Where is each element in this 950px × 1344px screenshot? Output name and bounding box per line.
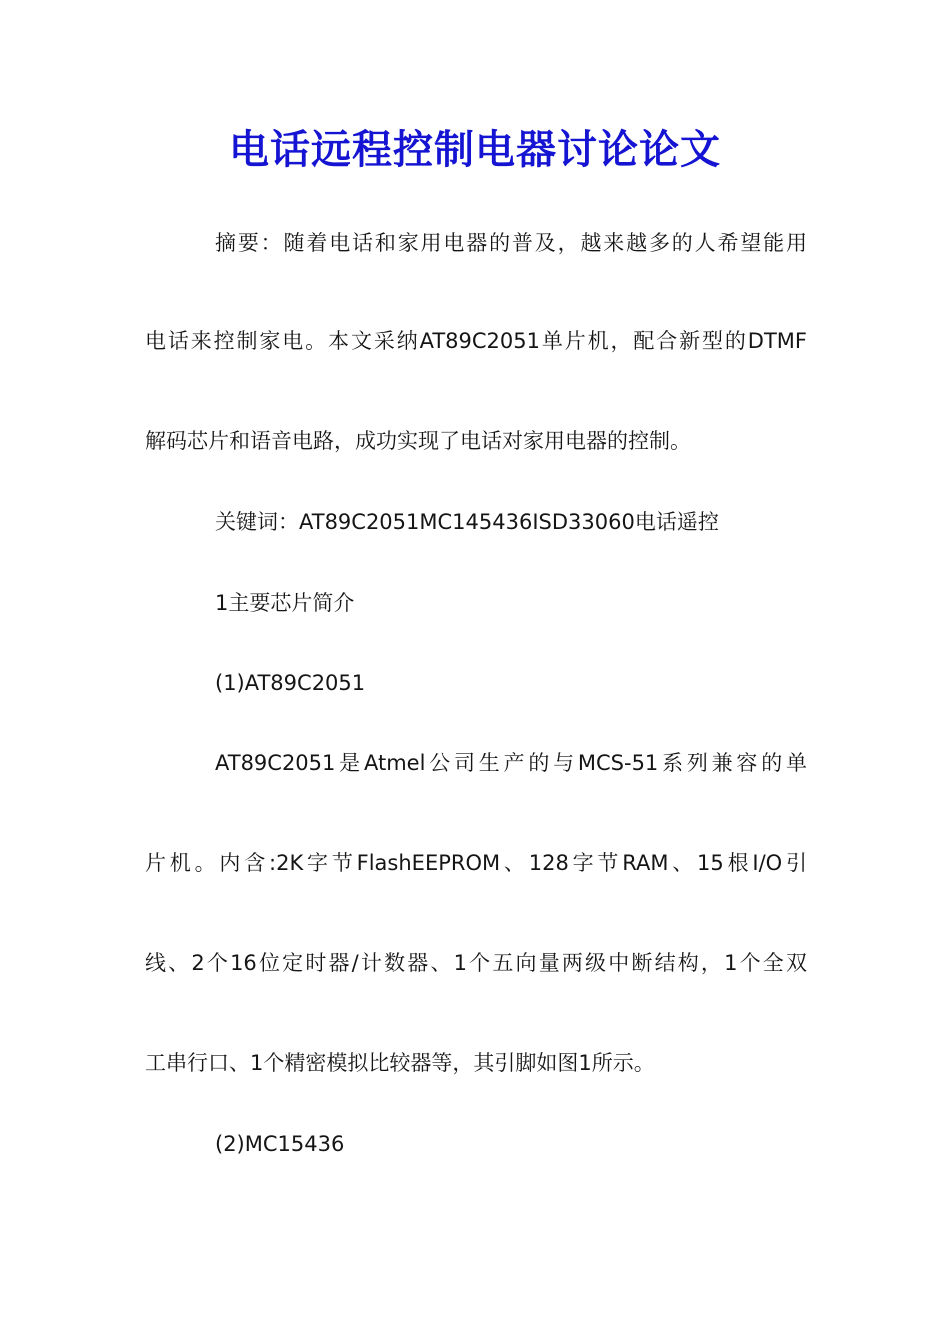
abstract-line-3: 解码芯片和语音电路，成功实现了电话对家用电器的控制。	[145, 429, 691, 453]
document-title: 电话远程控制电器讨论论文	[229, 126, 721, 173]
abstract-line-1: 摘要：随着电话和家用电器的普及，越来越多的人希望能用	[215, 231, 807, 255]
subsection-heading-1: (1)AT89C2051	[215, 671, 366, 695]
body-line-1: AT89C2051是Atmel公司生产的与MCS-51系列兼容的单	[215, 751, 807, 775]
subsection-heading-2: (2)MC15436	[215, 1132, 345, 1156]
section-heading: 1主要芯片简介	[215, 591, 355, 615]
body-line-2: 片机。内含:2K字节FlashEEPROM、128字节RAM、15根I/O引	[145, 851, 807, 875]
abstract-line-2: 电话来控制家电。本文采纳AT89C2051单片机，配合新型的DTMF	[145, 329, 807, 353]
keywords-line: 关键词：AT89C2051MC145436ISD33060电话遥控	[215, 510, 719, 534]
body-line-3: 线、2个16位定时器/计数器、1个五向量两级中断结构，1个全双	[145, 951, 807, 975]
body-line-4: 工串行口、1个精密模拟比较器等，其引脚如图1所示。	[145, 1051, 655, 1075]
